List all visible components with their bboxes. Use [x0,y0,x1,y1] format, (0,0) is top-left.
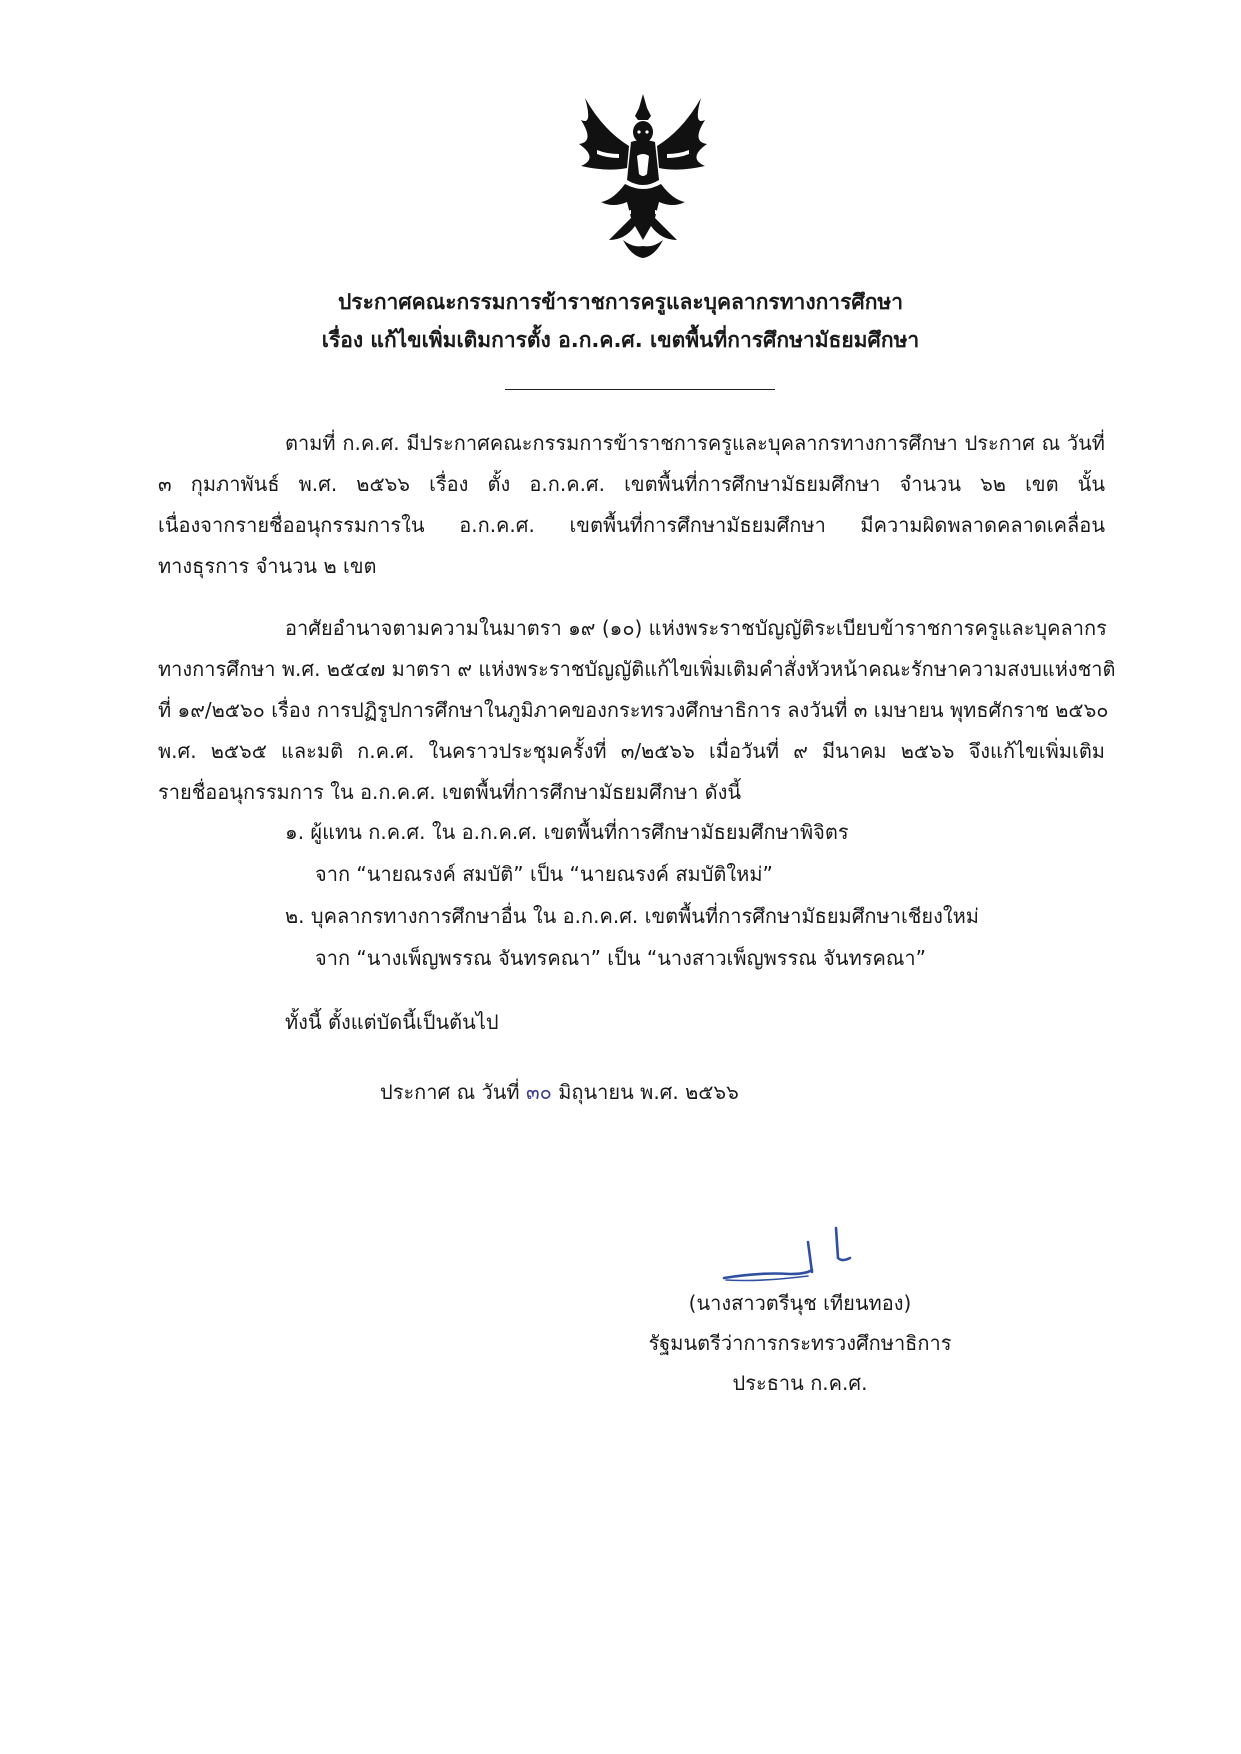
paragraph-1-line: ทางธุรการ จำนวน ๒ เขต [158,554,377,578]
document-title: ประกาศคณะกรรมการข้าราชการครูและบุคลากรทางการศึกษา [337,290,904,314]
signatory-position: รัฐมนตรีว่าการกระทรวงศึกษาธิการ [648,1331,952,1355]
paragraph-1-line: เนื่องจากรายชื่ออนุกรรมการใน อ.ก.ค.ศ. เขตพื้นที่การศึกษามัธยมศึกษา มีความผิดพลาดคลาดเคลื่อน [158,513,1105,537]
amendment-item-2: ๒. บุคลากรทางการศึกษาอื่น ใน อ.ก.ค.ศ. เขตพื้นที่การศึกษามัธยมศึกษาเชียงใหม่ [285,904,979,928]
amendment-item-2-change: จาก “นางเพ็ญพรรณ จันทรคณา” เป็น “นางสาวเพ็ญพรรณ จันทรคณา” [315,946,927,970]
signatory-name: (นางสาวตรีนุช เทียนทอง) [688,1291,912,1315]
paragraph-2-line: พ.ศ. ๒๕๖๕ และมติ ก.ค.ศ. ในคราวประชุมครั้งที่ ๓/๒๕๖๖ เมื่อวันที่ ๙ มีนาคม ๒๕๖๖ จึงแก้ไขเพิ่มเติม [158,739,1105,763]
paragraph-2-line: ทางการศึกษา พ.ศ. ๒๕๔๗ มาตรา ๙ แห่งพระราชบัญญัติแก้ไขเพิ่มเติมคำสั่งหัวหน้าคณะรักษาความสงบแห่งชาติ [158,657,1116,681]
effective-statement: ทั้งนี้ ตั้งแต่บัดนี้เป็นต้นไป [285,1010,499,1034]
announce-day: ๓๐ [525,1080,552,1104]
amendment-item-1-change: จาก “นายณรงค์ สมบัติ” เป็น “นายณรงค์ สมบัติใหม่” [315,862,773,886]
paragraph-2-line: รายชื่ออนุกรรมการ ใน อ.ก.ค.ศ. เขตพื้นที่การศึกษามัธยมศึกษา ดังนี้ [158,780,742,804]
paragraph-2-line: อาศัยอำนาจตามความในมาตรา ๑๙ (๑๐) แห่งพระราชบัญญัติระเบียบข้าราชการครูและบุคลากร [285,616,1107,640]
announce-prefix: ประกาศ ณ วันที่ [380,1080,520,1104]
paragraph-1-line: ตามที่ ก.ค.ศ. มีประกาศคณะกรรมการข้าราชการครูและบุคลากรทางการศึกษา ประกาศ ณ วันที่ [285,431,1105,455]
garuda-emblem-icon [573,90,713,260]
signatory-role: ประธาน ก.ค.ศ. [732,1371,868,1395]
paragraph-2-line: ที่ ๑๙/๒๕๖๐ เรื่อง การปฏิรูปการศึกษาในภูมิภาคของกระทรวงศึกษาธิการ ลงวันที่ ๓ เมษายน พุทธศักราช ๒๕๖๐ [158,698,1109,722]
amendment-item-1: ๑. ผู้แทน ก.ค.ศ. ใน อ.ก.ค.ศ. เขตพื้นที่การศึกษามัธยมศึกษาพิจิตร [285,820,849,844]
document-subject: เรื่อง แก้ไขเพิ่มเติมการตั้ง อ.ก.ค.ศ. เขตพื้นที่การศึกษามัธยมศึกษา [321,328,920,352]
paragraph-1-line: ๓ กุมภาพันธ์ พ.ศ. ๒๕๖๖ เรื่อง ตั้ง อ.ก.ค.ศ. เขตพื้นที่การศึกษามัธยมศึกษา จำนวน ๖๒ เขต นั้น [158,472,1105,496]
announce-date [380,1075,739,1109]
announce-suffix: มิถุนายน พ.ศ. ๒๕๖๖ [558,1080,739,1104]
title-divider [505,389,775,390]
handwritten-signature [720,1220,860,1290]
